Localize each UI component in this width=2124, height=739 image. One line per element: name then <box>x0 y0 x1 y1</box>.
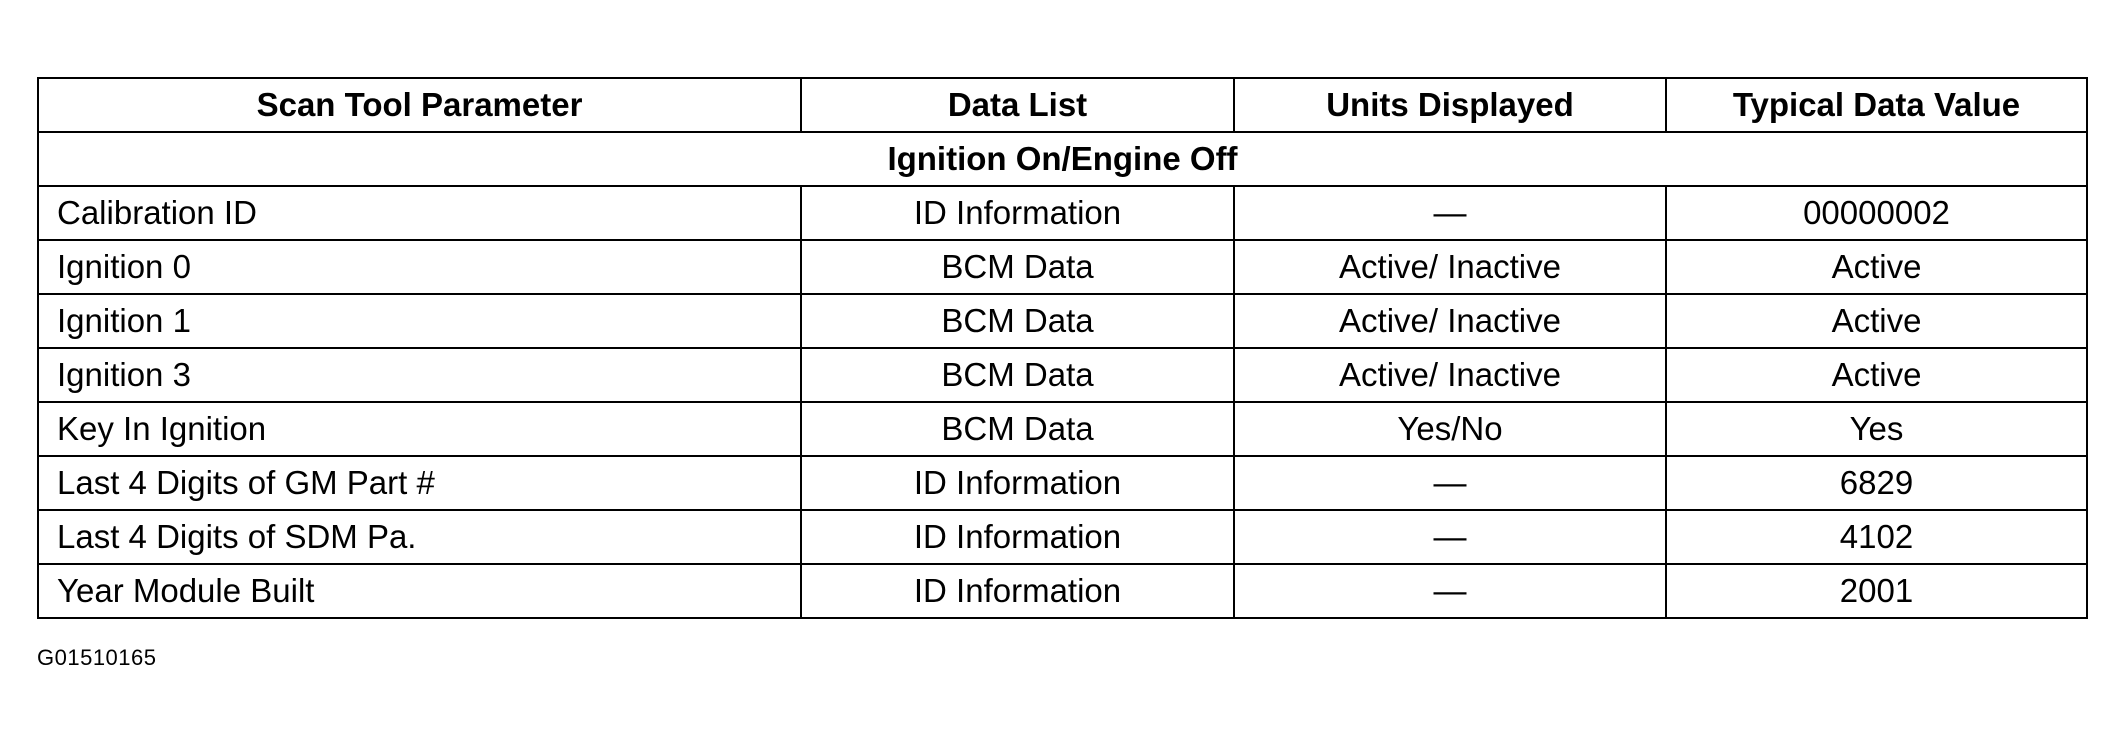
cell-units: Active/ Inactive <box>1234 294 1666 348</box>
cell-data-list: ID Information <box>801 186 1234 240</box>
section-row <box>38 132 2087 186</box>
cell-units: Active/ Inactive <box>1234 348 1666 402</box>
cell-typical-value: 4102 <box>1666 510 2087 564</box>
scan-tool-data-table-wrapper <box>37 77 2086 619</box>
cell-parameter: Last 4 Digits of SDM Pa. <box>38 510 801 564</box>
table-row <box>38 348 2087 402</box>
cell-data-list: ID Information <box>801 456 1234 510</box>
cell-parameter: Ignition 0 <box>38 240 801 294</box>
cell-data-list: BCM Data <box>801 402 1234 456</box>
cell-typical-value: 00000002 <box>1666 186 2087 240</box>
table-row <box>38 564 2087 618</box>
header-data-list: Data List <box>801 78 1234 132</box>
cell-data-list: BCM Data <box>801 294 1234 348</box>
table-row <box>38 240 2087 294</box>
cell-parameter: Calibration ID <box>38 186 801 240</box>
cell-data-list: BCM Data <box>801 240 1234 294</box>
table-row <box>38 402 2087 456</box>
figure-id: G01510165 <box>37 645 157 670</box>
table-row <box>38 456 2087 510</box>
cell-data-list: BCM Data <box>801 348 1234 402</box>
cell-parameter: Year Module Built <box>38 564 801 618</box>
table-row <box>38 510 2087 564</box>
cell-typical-value: 6829 <box>1666 456 2087 510</box>
table-header-row <box>38 78 2087 132</box>
table-row <box>38 294 2087 348</box>
cell-units: — <box>1234 186 1666 240</box>
cell-parameter: Ignition 1 <box>38 294 801 348</box>
table-row <box>38 186 2087 240</box>
header-units-displayed: Units Displayed <box>1234 78 1666 132</box>
cell-typical-value: Active <box>1666 294 2087 348</box>
cell-typical-value: Active <box>1666 348 2087 402</box>
section-title: Ignition On/Engine Off <box>38 132 2087 186</box>
cell-units: Active/ Inactive <box>1234 240 1666 294</box>
cell-data-list: ID Information <box>801 510 1234 564</box>
cell-parameter: Ignition 3 <box>38 348 801 402</box>
cell-units: — <box>1234 456 1666 510</box>
cell-units: — <box>1234 564 1666 618</box>
cell-typical-value: Active <box>1666 240 2087 294</box>
header-scan-tool-parameter: Scan Tool Parameter <box>38 78 801 132</box>
cell-units: Yes/No <box>1234 402 1666 456</box>
header-typical-data-value: Typical Data Value <box>1666 78 2087 132</box>
scan-tool-data-table <box>37 77 2088 619</box>
cell-typical-value: Yes <box>1666 402 2087 456</box>
cell-parameter: Key In Ignition <box>38 402 801 456</box>
cell-units: — <box>1234 510 1666 564</box>
cell-parameter: Last 4 Digits of GM Part # <box>38 456 801 510</box>
cell-typical-value: 2001 <box>1666 564 2087 618</box>
cell-data-list: ID Information <box>801 564 1234 618</box>
